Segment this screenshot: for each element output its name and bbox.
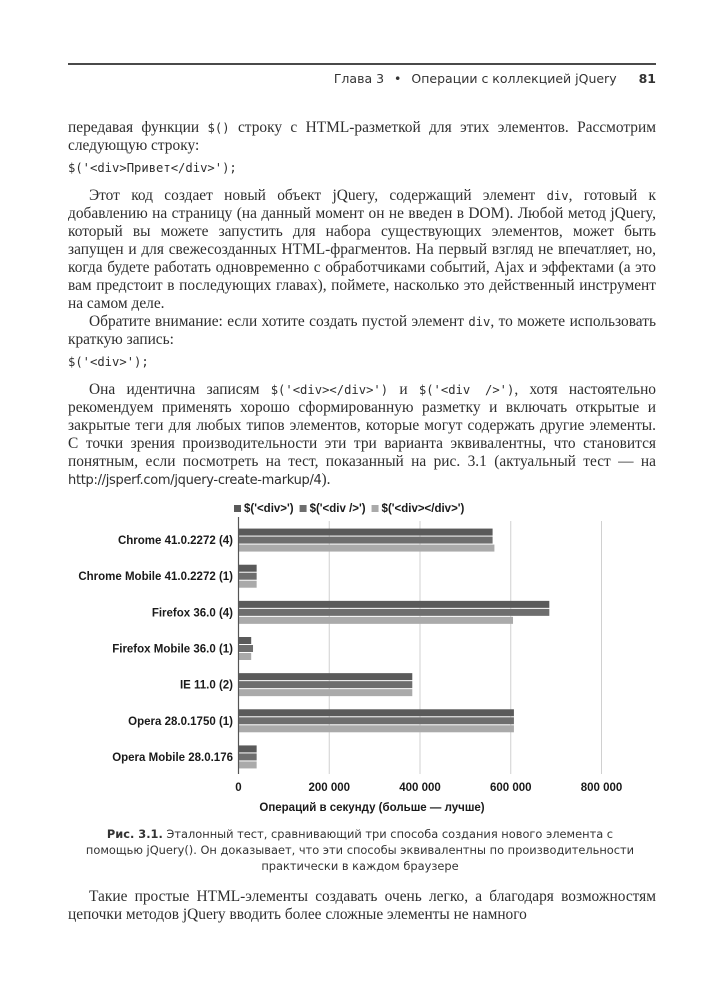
- bar: [239, 537, 493, 544]
- figure-caption: [80, 826, 640, 874]
- bar: [239, 725, 514, 732]
- x-tick-label: 0: [235, 782, 242, 794]
- x-axis-title: Операций в секунду (больше — лучше): [259, 802, 485, 814]
- chapter-title: Операции с коллекцией jQuery: [411, 71, 617, 86]
- inline-code: $(): [207, 121, 230, 135]
- running-header: [68, 63, 656, 86]
- figure-caption-text: Эталонный тест, сравнивающий три способа создания нового элемента с помощью jQuery(). Он доказывает, что эти способы эквивалентны по производительности практически в каждом браузере: [85, 827, 635, 873]
- header-text: [334, 71, 656, 86]
- legend-label: $('<div>'): [244, 503, 294, 515]
- figure-label: Рис. 3.1.: [106, 827, 163, 841]
- paragraph-1: передавая функции $() строку с HTML-разметкой для этих элементов. Рассмотрим следующую строку:: [68, 119, 656, 154]
- x-tick-label: 600 000: [489, 782, 532, 794]
- paragraph-3: Обратите внимание: если хотите создать пустой элемент div, то можете использовать краткую запись:: [68, 313, 656, 348]
- bar: [239, 745, 257, 752]
- inline-code: div: [468, 315, 491, 329]
- category-label: Chrome Mobile 41.0.2272 (1): [78, 571, 233, 584]
- category-label: Firefox Mobile 36.0 (1): [112, 643, 233, 656]
- bar: [239, 617, 514, 624]
- x-tick-label: 200 000: [308, 782, 351, 794]
- bar: [239, 717, 514, 724]
- x-tick-label: 800 000: [580, 782, 623, 794]
- benchmark-link[interactable]: http://jsperf.com/jquery-create-markup/4: [68, 473, 322, 488]
- bar: [239, 637, 252, 644]
- inline-code: $('<div></div>'): [270, 383, 389, 397]
- x-tick-label: 400 000: [399, 782, 441, 794]
- bar: [239, 709, 514, 716]
- bar: [239, 609, 550, 616]
- page-number: 81: [638, 71, 656, 86]
- legend-swatch: [372, 505, 379, 512]
- bar: [239, 581, 257, 588]
- inline-code: $('<div />'): [418, 383, 515, 397]
- bar: [239, 673, 413, 680]
- legend-label: $('<div />'): [309, 503, 366, 515]
- inline-code: div: [546, 189, 569, 203]
- chapter-number: Глава 3: [333, 71, 385, 86]
- bar: [239, 529, 493, 536]
- bar: [239, 761, 257, 768]
- paragraph-2: Этот код создает новый объект jQuery, содержащий элемент div, готовый к добавлению на страницу (на данный момент он не введен в DOM). Любой метод jQuery, который вы можете запустить для набора существующих элементов, может быть запущен и для свежесозданных HTML-фрагментов. На первый взгляд не впечатляет, но, когда будете работать одновременно с обработчиками событий, Ajax и эффектами (а это вам предстоит в последующих главах), поймете, насколько это действенный инструмент на самом деле.: [68, 187, 656, 312]
- legend-label: $('<div></div>'): [381, 503, 465, 515]
- bar: [239, 753, 257, 760]
- bar: [239, 545, 495, 552]
- bar: [239, 565, 257, 572]
- figure-3-1-chart: [0, 495, 709, 825]
- category-label: IE 11.0 (2): [179, 679, 233, 692]
- category-label: Chrome 41.0.2272 (4): [117, 535, 233, 548]
- bar: [239, 689, 413, 696]
- category-label: Opera Mobile 28.0.176: [112, 751, 233, 764]
- bar: [239, 601, 550, 608]
- bar: [239, 645, 254, 652]
- body-text-bottom: [68, 888, 656, 924]
- bar: [239, 681, 413, 688]
- category-label: Opera 28.0.1750 (1): [128, 715, 233, 728]
- bar: [239, 573, 257, 580]
- legend-swatch: [234, 505, 241, 512]
- header-separator: •: [394, 71, 402, 86]
- bar: [239, 653, 252, 660]
- paragraph-4: Она идентична записям $('<div></div>') и $('<div />'), хотя настоятельно рекомендуем применять хорошо сформированную разметку и включать открытые и закрытые теги для любых типов элементов, которые могут содержать другие элементы. С точки зрения производительности эти три варианта эквивалентны, что становится понятным, если посмотреть на тест, показанный на рис. 3.1 (актуальный тест — на http://jsperf.com/jquery-create-markup/4).: [68, 381, 657, 488]
- category-label: Firefox 36.0 (4): [151, 607, 233, 620]
- body-text-top: [68, 119, 656, 490]
- legend-swatch: [300, 505, 307, 512]
- code-sample-2: $('<div>');: [68, 355, 149, 369]
- code-sample-1: $('<div>Привет</div>');: [68, 161, 237, 175]
- bar-chart: [0, 495, 709, 825]
- paragraph-5: Такие простые HTML-элементы создавать очень легко, а благодаря возможностям цепочки методов jQuery вводить более сложные элементы не намного: [68, 888, 656, 923]
